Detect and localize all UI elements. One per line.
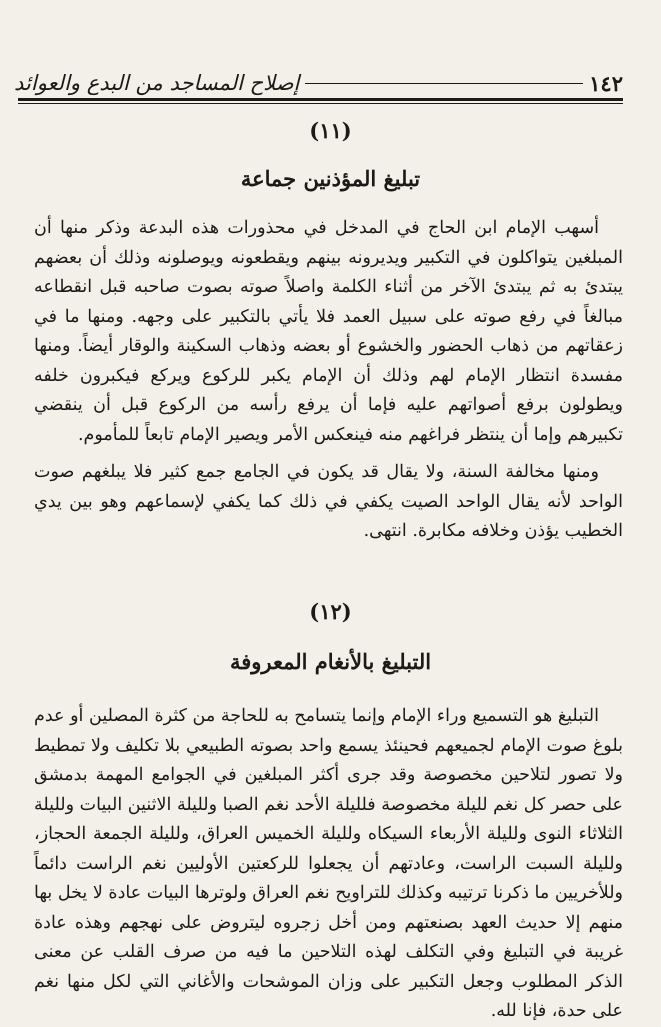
section-body-11 xyxy=(34,214,623,547)
book-title: إصلاح المساجد من البدع والعوائد xyxy=(14,70,300,95)
header-rule xyxy=(18,98,623,104)
section-number-12: (١٢) xyxy=(309,599,352,624)
paragraph: أسهب الإمام ابن الحاج في المدخل في محذورات هذه البدعة وذكر منها أن المبلغين يتواكلون في التكبير ويديرونه بينهم ويقطعونه ويوصلونه وذلك أن بعضهم يبتدئ به ثم يبتدئ الآخر من أثناء الكلمة واصلاً صوته بصوت صاحبه قبل انقطاعه مبالغاً في رفع صوته على سبيل العمد فلا يأتي بالتكبير على وجهه. ومنها ما في زعقاتهم من ذهاب الحضور والخشوع أو بعضه وذهاب السكينة والوقار أيضاً. ومنها مفسدة انتظار الإمام لهم وذلك أن الإمام يكبر للركوع ويركع فيكبرون خلفه ويطولون برفع أصواتهم عليه فإما أن يرفع رأسه من الركوع قبل أن ينقضي تكبيرهم وإما أن ينتظر فراغهم منه فينعكس الأمر ويصير الإمام تابعاً للمأموم. xyxy=(34,218,623,445)
paragraph: ومنها مخالفة السنة، ولا يقال قد يكون في الجامع جمع كثير فلا يبلغهم صوت الواحد لأنه يقال الواحد الصيت يكفي في ذلك كما يكفي لإسماعهم وهو بين يدي الخطيب يؤذن وخلافه مكابرة. انتهى. xyxy=(34,462,623,541)
section-number-11: (١١) xyxy=(309,118,352,143)
header-rule-segment xyxy=(305,83,583,84)
section-title-11: تبليغ المؤذنين جماعة xyxy=(240,166,421,191)
page-number: ١٤٢ xyxy=(589,70,623,96)
section-title-12: التبليغ بالأنغام المعروفة xyxy=(229,649,432,674)
running-header xyxy=(14,68,623,98)
paragraph: التبليغ هو التسميع وراء الإمام وإنما يتسامح به للحاجة من كثرة المصلين أو عدم بلوغ صوت الإمام لجميعهم فحينئذ يسمع واحد بصوته الطبيعي بلا تكليف ولا تمطيط ولا تصور لتلاحين مخصوصة وقد جرى أكثر المبلغين في الجوامع المهمة بدمشق على حصر كل نغم لليلة مخصوصة فلليلة الأحد نغم الصبا ولليلة الاثنين البيات ولليلة الثلاثاء النوى ولليلة الأربعاء السيكاه ولليلة الخميس العراق، ولليلة الجمعة الحجاز، ولليلة السبت الراست، وعادتهم أن يجعلوا للركعتين الأوليين نغم الراست دائماً وللأخريين ما ذكرنا ترتيبه وكذلك للتراويح نغم العراق ولوترها البيات عادة لا يخل بها منهم إلا حديث العهد بصنعتهم ومن أخل زجروه ليتروض على نهجهم وهذه عادة غريبة في التبليغ وفي التكلف لهذه التلاحين ما فيه من صرف القلب عن معنى الذكر المطلوب وجعل التكبير على وزان الموشحات والأغاني التي لكل منها نغم على حدة، فإنا لله. xyxy=(34,706,623,1021)
section-body-12 xyxy=(34,702,623,1027)
